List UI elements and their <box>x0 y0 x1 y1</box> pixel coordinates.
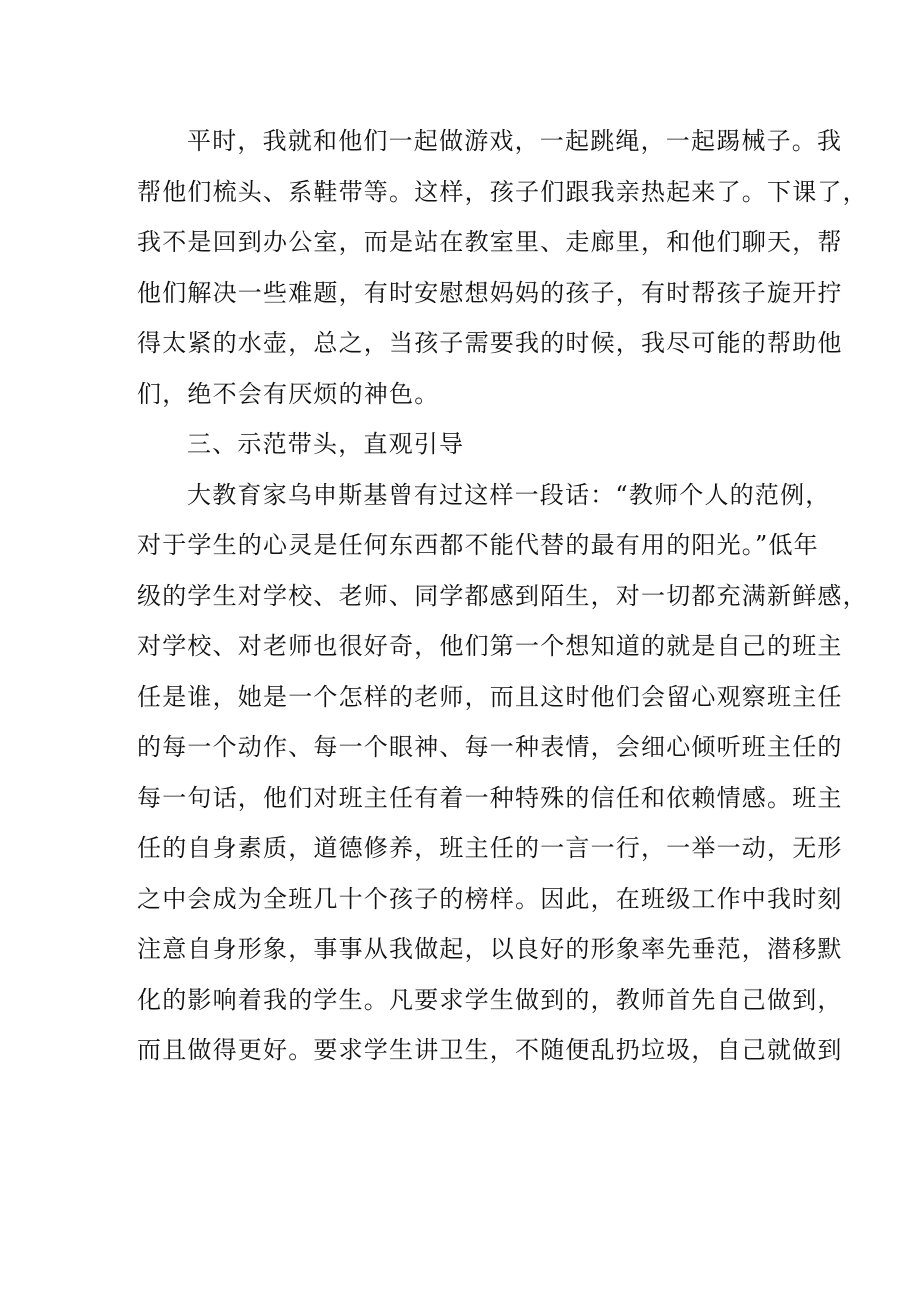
text-line: 任的自身素质，道德修养，班主任的一言一行，一举一动，无形 <box>137 834 843 862</box>
text-line: 注意自身形象，事事从我做起，以良好的形象率先垂范，潜移默 <box>137 935 843 963</box>
text-line: 大教育家乌申斯基曾有过这样一段话：“教师个人的范例， <box>187 480 831 509</box>
text-line: 任是谁，她是一个怎样的老师，而且这时他们会留心观察班主任 <box>137 682 843 711</box>
section-heading <box>137 419 797 470</box>
text-line: 每一句话，他们对班主任有着一种特殊的信任和依赖情感。班主 <box>137 783 843 812</box>
text-line: 而且做得更好。要求学生讲卫生，不随便乱扔垃圾，自己就做到 <box>137 1036 843 1064</box>
text-line: 得太紧的水壶，总之，当孩子需要我的时候，我尽可能的帮助他 <box>137 329 843 357</box>
text-line: 化的影响着我的学生。凡要求学生做到的，教师首先自己做到， <box>137 985 843 1014</box>
text-line: 级的学生对学校、老师、同学都感到陌生，对一切都充满新鲜感， <box>137 581 868 610</box>
text-line: 帮他们梳头、系鞋带等。这样，孩子们跟我亲热起来了。下课了， <box>137 177 868 206</box>
text-line: 我不是回到办公室，而是站在教室里、走廊里，和他们聊天，帮 <box>137 228 843 256</box>
text-line: 平时，我就和他们一起做游戏，一起跳绳，一起踢械子。我 <box>187 127 843 155</box>
text-line: 对学校、对老师也很好奇，他们第一个想知道的就是自己的班主 <box>137 632 843 660</box>
document-body <box>137 116 868 1076</box>
paragraph <box>137 470 868 1076</box>
section-heading-text: 三、示范带头，直观引导 <box>187 430 465 458</box>
text-line: 的每一个动作、每一个眼神、每一种表情，会细心倾听班主任的 <box>137 733 843 761</box>
paragraph <box>137 116 868 419</box>
text-line: 对于学生的心灵是任何东西都不能代替的最有用的阳光。”低年 <box>137 531 819 559</box>
text-line: 们，绝不会有厌烦的神色。 <box>137 379 440 408</box>
text-line: 他们解决一些难题，有时安慰想妈妈的孩子，有时帮孩子旋开拧 <box>137 278 843 307</box>
text-line: 之中会成为全班几十个孩子的榜样。因此，在班级工作中我时刻 <box>137 884 843 913</box>
